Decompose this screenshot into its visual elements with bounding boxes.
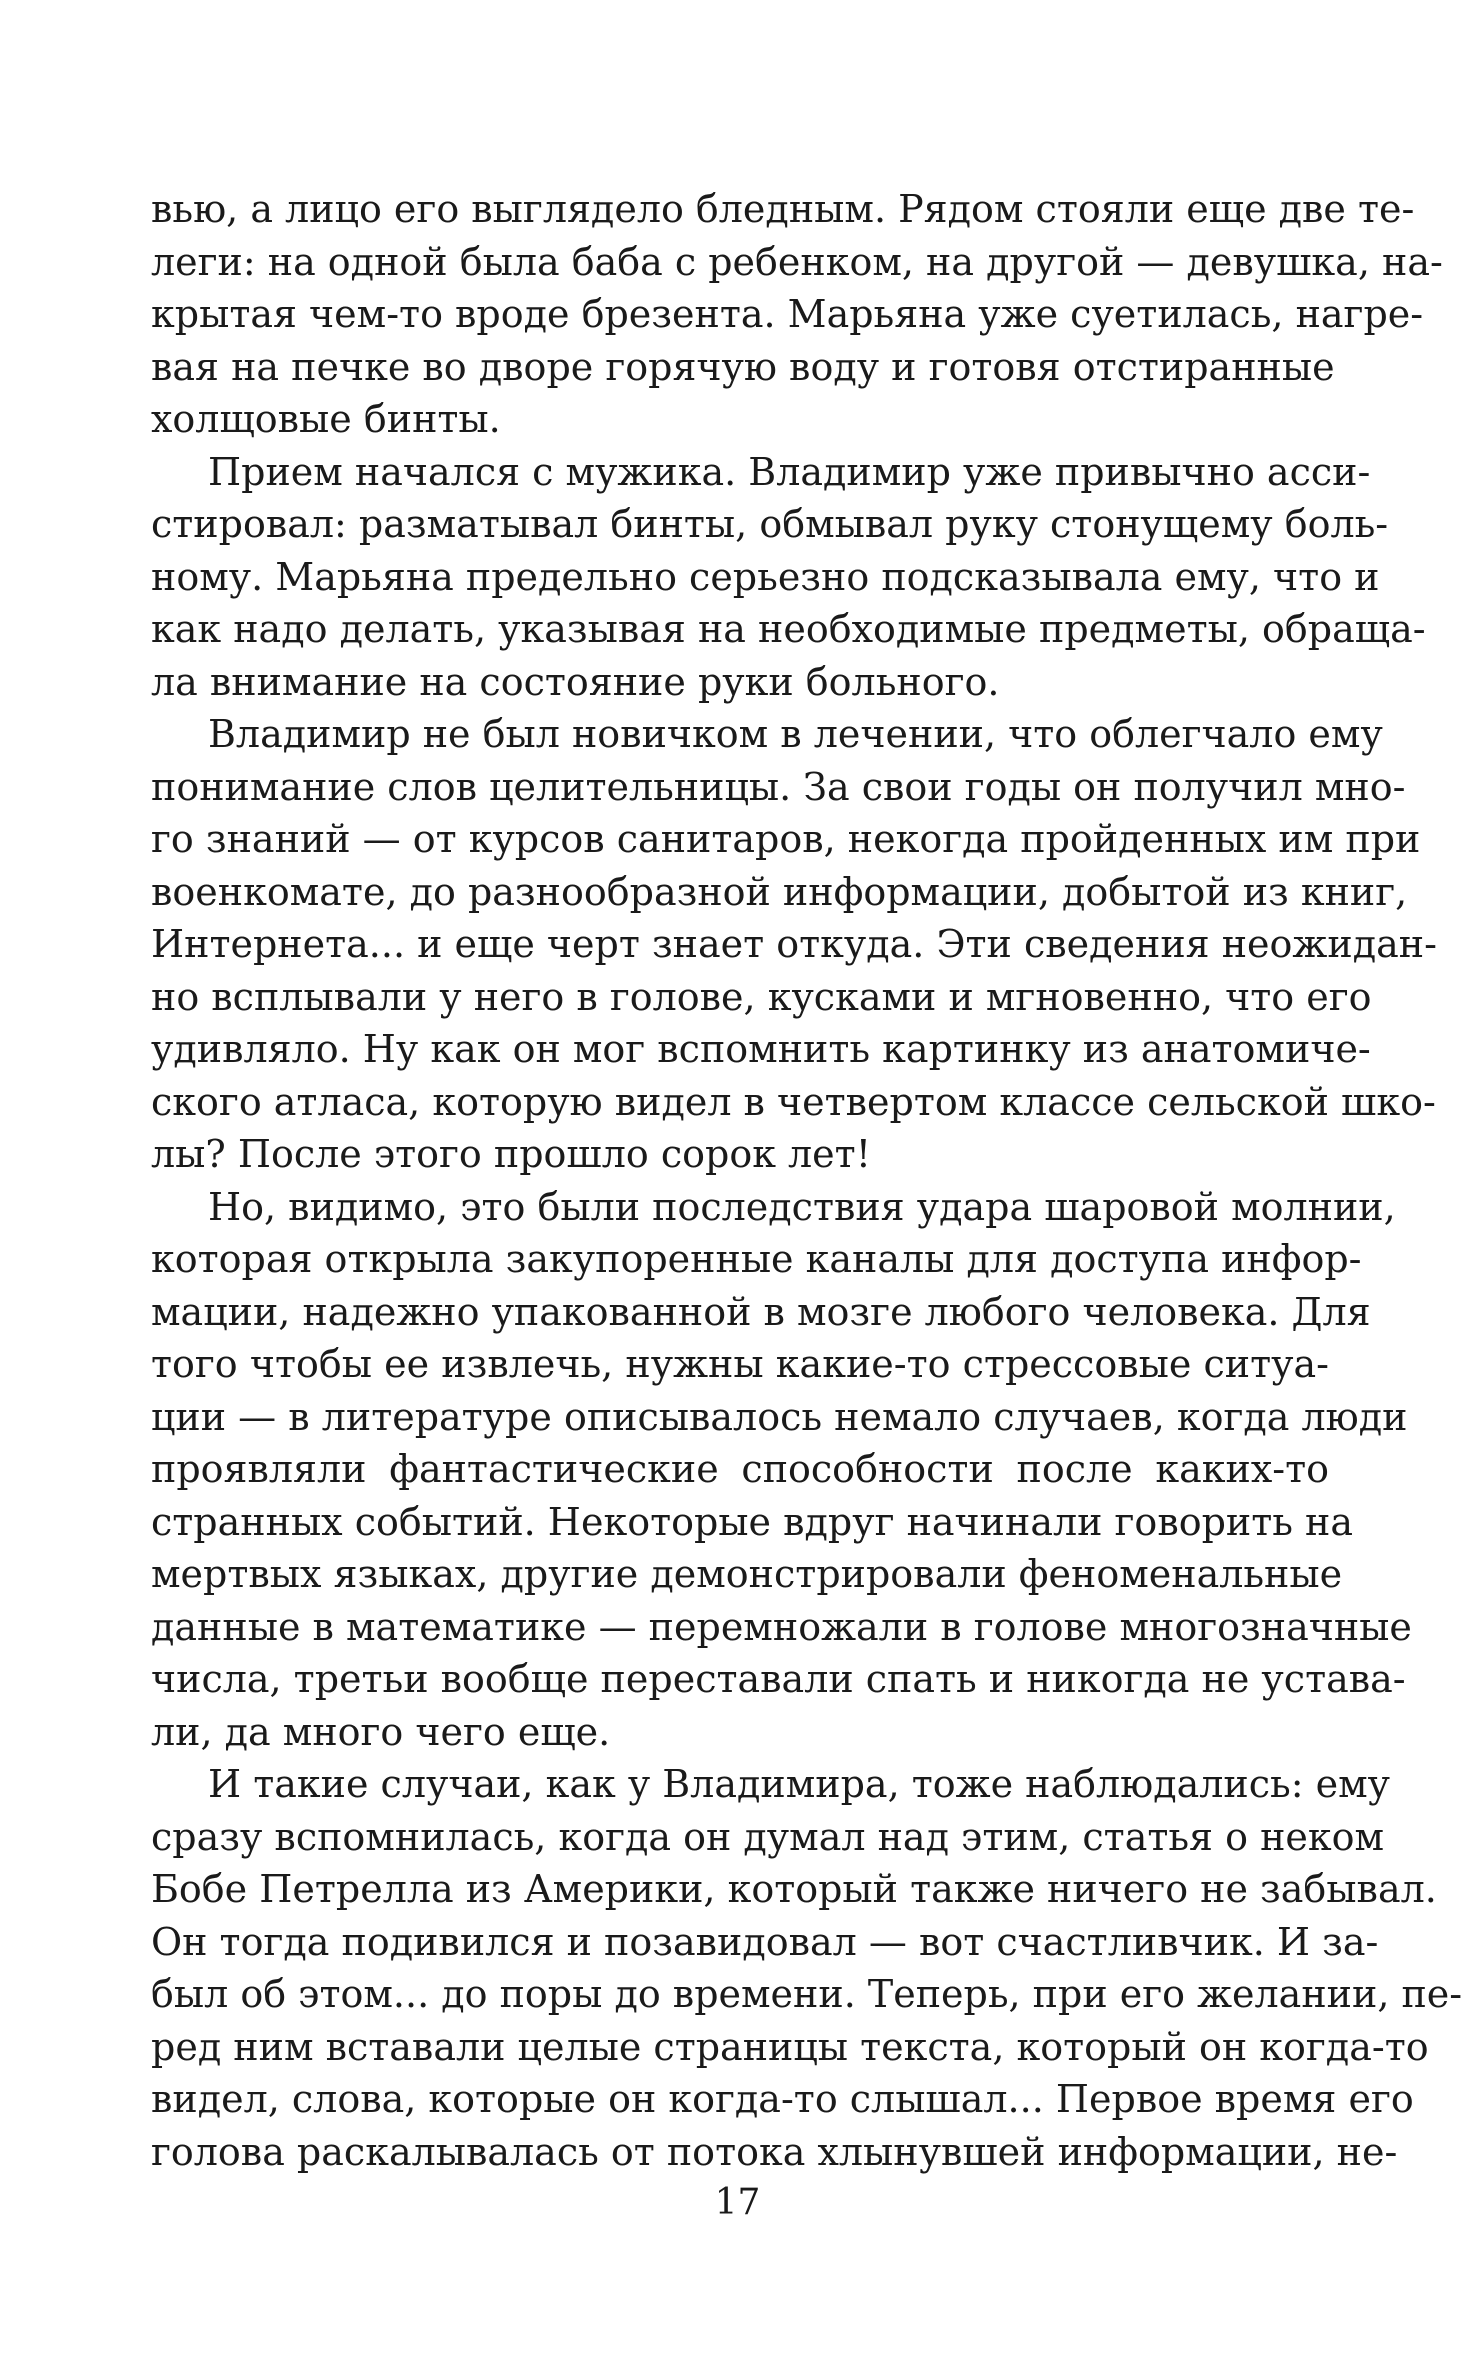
text-line: голова раскалывалась от потока хлынувшей информации, не-: [151, 2129, 1398, 2174]
text-line: леги: на одной была баба с ребенком, на другой — девушка, на-: [151, 239, 1443, 284]
text-line: данные в математике — перемножали в голове многозначные: [151, 1604, 1412, 1649]
text-line: странных событий. Некоторые вдруг начинали говорить на: [151, 1499, 1354, 1544]
text-line: мертвых языках, другие демонстрировали феноменальные: [151, 1552, 1343, 1596]
text-line: ред ним вставали целые страницы текста, который он когда-то: [151, 2024, 1429, 2069]
text-line: видел, слова, которые он когда-то слышал... Первое время его: [151, 2077, 1414, 2121]
text-line: был об этом... до поры до времени. Теперь, при его желании, пе-: [151, 1972, 1463, 2016]
text-line: крытая чем-то вроде брезента. Марьяна уже суетилась, нагре-: [151, 292, 1424, 336]
text-line: понимание слов целительницы. За свои годы он получил мно-: [151, 764, 1406, 809]
text-line: И такие случаи, как у Владимира, тоже наблюдались: ему: [208, 1762, 1391, 1806]
text-line: ского атласа, которую видел в четвертом классе сельской шко-: [151, 1079, 1436, 1124]
text-line: Но, видимо, это были последствия удара шаровой молнии,: [208, 1184, 1396, 1229]
text-line: удивляло. Ну как он мог вспомнить картинку из анатомиче-: [151, 1027, 1371, 1071]
paragraph-4: [151, 1181, 1412, 1759]
text-line: которая открыла закупоренные каналы для доступа инфор-: [151, 1237, 1362, 1281]
text-line: того чтобы ее извлечь, нужны какие-то стрессовые ситуа-: [151, 1342, 1329, 1386]
text-line: Интернета... и еще черт знает откуда. Эти сведения неожидан-: [151, 922, 1437, 966]
text-line: как надо делать, указывая на необходимые предметы, обраща-: [151, 607, 1426, 651]
text-line: ному. Марьяна предельно серьезно подсказывала ему, что и: [151, 554, 1380, 599]
text-line: Бобе Петрелла из Америки, который также ничего не забывал.: [151, 1867, 1437, 1911]
text-line: но всплывали у него в голове, кусками и мгновенно, что его: [151, 974, 1372, 1019]
text-line: лы? После этого прошло сорок лет!: [151, 1132, 871, 1176]
text-line: мации, надежно упакованной в мозге любого человека. Для: [151, 1289, 1371, 1334]
text-line: стировал: разматывал бинты, обмывал руку стонущему боль-: [151, 502, 1389, 546]
text-line: го знаний — от курсов санитаров, некогда пройденных им при: [151, 817, 1421, 861]
text-line: сразу вспомнилась, когда он думал над этим, статья о неком: [151, 1814, 1385, 1859]
paragraph-5: [151, 1758, 1463, 2178]
text-line: вая на печке во дворе горячую воду и готовя отстиранные: [151, 344, 1335, 389]
text-line: числа, третьи вообще переставали спать и никогда не устава-: [151, 1657, 1406, 1701]
page-number: 17: [714, 2182, 761, 2223]
text-line: Владимир не был новичком в лечении, что облегчало ему: [208, 712, 1383, 756]
text-line: проявляли фантастические способности после каких-то: [151, 1447, 1329, 1491]
paragraph-2: [151, 446, 1426, 709]
text-line: ции — в литературе описывалось немало случаев, когда люди: [151, 1394, 1408, 1439]
text-line: ли, да много чего еще.: [151, 1709, 611, 1754]
paragraph-1: [151, 183, 1443, 446]
text-line: холщовые бинты.: [151, 397, 501, 441]
body-text: [151, 183, 1463, 2178]
text-line: вью, а лицо его выглядело бледным. Рядом стояли еще две те-: [151, 187, 1415, 231]
text-line: военкомате, до разнообразной информации, добытой из книг,: [151, 869, 1408, 914]
text-line: Он тогда подивился и позавидовал — вот счастливчик. И за-: [151, 1919, 1379, 1964]
text-line: ла внимание на состояние руки больного.: [151, 659, 1000, 704]
text-line: Прием начался с мужика. Владимир уже привычно асси-: [208, 449, 1371, 494]
paragraph-3: [151, 708, 1437, 1181]
